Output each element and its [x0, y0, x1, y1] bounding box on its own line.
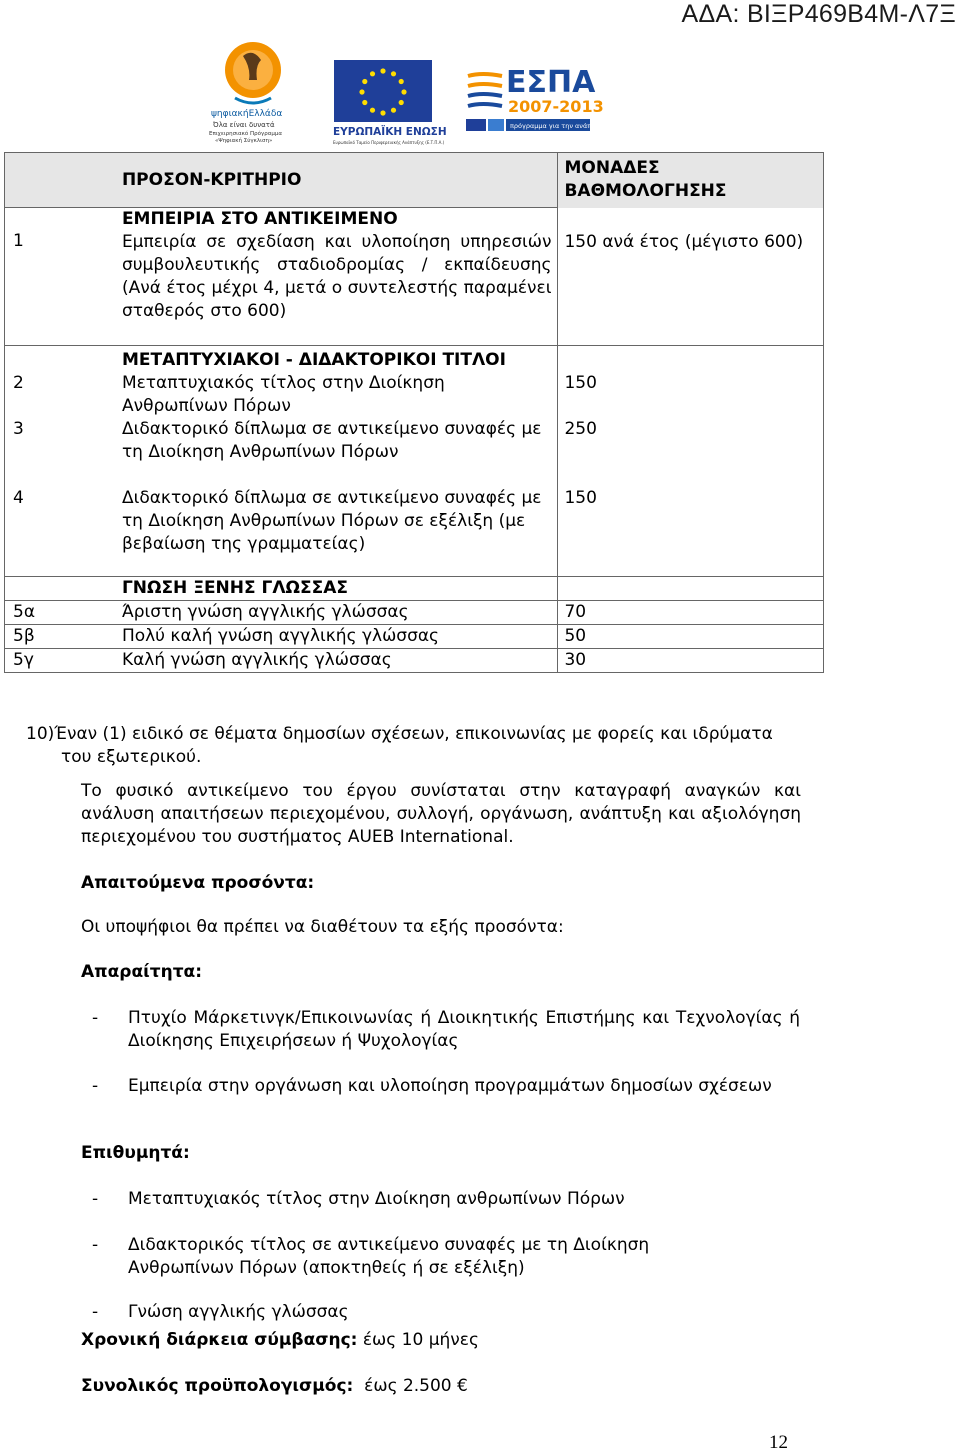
criteria-desc: Καλή γνώση αγγλικής γλώσσας	[116, 649, 558, 673]
bullet-dash: -	[92, 1008, 99, 1028]
svg-text:πρόγραμμα για την ανάπτυξη: πρόγραμμα για την ανάπτυξη	[510, 122, 607, 130]
svg-text:2007-2013: 2007-2013	[508, 97, 604, 116]
points-cell: 150	[558, 484, 824, 577]
bullet-dash: -	[92, 1076, 99, 1096]
points-cell: 30	[558, 649, 824, 673]
total-budget	[81, 1375, 468, 1398]
row-number: 1	[5, 208, 116, 346]
row-number: 3	[5, 418, 116, 484]
criteria-table	[4, 152, 824, 673]
bullet-dash: -	[92, 1189, 99, 1209]
position-10-description: 10)Έναν (1) ειδικό σε θέματα δημοσίων σχέσεων, επικοινωνίας με φορείς και ιδρύματα του εξωτερικού.	[26, 724, 773, 767]
desired-heading: Επιθυμητά:	[81, 1143, 190, 1163]
digital-greece-logo	[205, 38, 305, 146]
svg-text:ΕΣΠΑ: ΕΣΠΑ	[506, 65, 596, 100]
ada-code: ΑΔΑ: ΒΙΞΡ469Β4Μ-Λ7Ξ	[681, 0, 956, 28]
desired-item: Διδακτορικός τίτλος σε αντικείμενο συναφές με τη Διοίκηση Ανθρωπίνων Πόρων (αποκτηθείς ή σε εξέλιξη)	[128, 1235, 650, 1278]
units-column-header: ΜΟΝΑΔΕΣ ΒΑΘΜΟΛΟΓΗΣΗΣ	[558, 153, 824, 208]
points-cell: 50	[558, 625, 824, 649]
points-cell: 250	[558, 418, 824, 484]
row-number: 4	[5, 484, 116, 577]
contract-duration-label: Χρονική διάρκεια σύμβασης:	[81, 1330, 358, 1350]
points-cell: 150	[558, 372, 824, 418]
criteria-desc: Άριστη γνώση αγγλικής γλώσσας	[116, 601, 558, 625]
svg-text:Επιχειρησιακό Πρόγραμμα: Επιχειρησιακό Πρόγραμμα	[209, 131, 282, 137]
section-title: ΓΝΩΣΗ ΞΕΝΗΣ ΓΛΩΣΣΑΣ	[116, 577, 558, 601]
points-cell: 70	[558, 601, 824, 625]
svg-text:Όλα είναι δυνατά: Όλα είναι δυνατά	[213, 121, 275, 129]
page-number: 12	[769, 1432, 788, 1453]
total-budget-value: έως 2.500 €	[353, 1376, 468, 1396]
required-intro: Οι υποψήφιοι θα πρέπει να διαθέτουν τα εξής προσόντα:	[81, 917, 564, 937]
bullet-dash: -	[92, 1302, 99, 1322]
row-number: 2	[5, 372, 116, 418]
criteria-desc: Εμπειρία σε σχεδίαση και υλοποίηση υπηρεσιών συμβουλευτικής σταδιοδρομίας / εκπαίδευσης (Ανά έτος μέχρι 4, μετά ο συντελεστής παραμένει σταθερός στο 600)	[121, 232, 552, 321]
total-budget-label: Συνολικός προϋπολογισμός:	[81, 1376, 354, 1396]
criteria-column-header: ΠΡΟΣΟΝ-ΚΡΙΤΗΡΙΟ	[116, 153, 558, 208]
criteria-desc: Πολύ καλή γνώση αγγλικής γλώσσας	[116, 625, 558, 649]
points-cell: 150 ανά έτος (μέγιστο 600)	[558, 208, 824, 346]
bullet-dash: -	[92, 1235, 99, 1255]
contract-duration	[81, 1329, 479, 1352]
svg-text:ΕΥΡΩΠΑΪΚΗ ΕΝΩΣΗ: ΕΥΡΩΠΑΪΚΗ ΕΝΩΣΗ	[333, 126, 447, 138]
criteria-cell	[116, 208, 558, 346]
row-number: 5β	[5, 625, 116, 649]
eu-flag-logo	[332, 58, 447, 146]
section-title: ΕΜΠΕΙΡΙΑ ΣΤΟ ΑΝΤΙΚΕΙΜΕΝΟ	[121, 209, 398, 229]
row-number: 5γ	[5, 649, 116, 673]
espa-logo	[466, 62, 607, 134]
required-qualifications-heading: Απαιτούμενα προσόντα:	[81, 873, 315, 893]
criteria-desc: Διδακτορικό δίπλωμα σε αντικείμενο συναφές με τη Διοίκηση Ανθρωπίνων Πόρων	[116, 418, 558, 484]
desired-item: Γνώση αγγλικής γλώσσας	[128, 1302, 349, 1322]
mandatory-item: Εμπειρία στην οργάνωση και υλοποίηση προγραμμάτων δημοσίων σχέσεων	[128, 1076, 772, 1096]
svg-text:«Ψηφιακή Σύγκλιση»: «Ψηφιακή Σύγκλιση»	[215, 138, 273, 144]
section-title: ΜΕΤΑΠΤΥΧΙΑΚΟΙ - ΔΙΔΑΚΤΟΡΙΚΟΙ ΤΙΤΛΟΙ	[116, 346, 558, 373]
svg-text:ψηφιακήΕλλάδα: ψηφιακήΕλλάδα	[211, 109, 283, 119]
criteria-desc: Μεταπτυχιακός τίτλος στην Διοίκηση Ανθρωπίνων Πόρων	[116, 372, 558, 418]
criteria-desc: Διδακτορικό δίπλωμα σε αντικείμενο συναφές με τη Διοίκηση Ανθρωπίνων Πόρων σε εξέλιξη (με βεβαίωση της γραμματείας)	[116, 484, 558, 577]
mandatory-heading: Απαραίτητα:	[81, 962, 203, 982]
contract-duration-value: έως 10 μήνες	[357, 1330, 479, 1350]
project-object-paragraph: Το φυσικό αντικείμενο του έργου συνίσταται στην καταγραφή αναγκών και ανάλυση απαιτήσεων περιεχομένου, συλλογή, οργάνωση, ανάπτυξη και αξιολόγηση περιεχομένου του συστήματος AUEB International.	[81, 781, 801, 847]
desired-item: Μεταπτυχιακός τίτλος στην Διοίκηση ανθρωπίνων Πόρων	[128, 1189, 625, 1209]
svg-text:Ευρωπαϊκό Ταμείο Περιφερειακής: Ευρωπαϊκό Ταμείο Περιφερειακής Ανάπτυξης (Ε.Τ.Π.Α.)	[333, 140, 445, 145]
row-number: 5α	[5, 601, 116, 625]
mandatory-item: Πτυχίο Μάρκετινγκ/Επικοινωνίας ή Διοικητικής Επιστήμης και Τεχνολογίας ή Διοίκησης Επιχειρήσεων ή Ψυχολογίας	[128, 1008, 800, 1051]
